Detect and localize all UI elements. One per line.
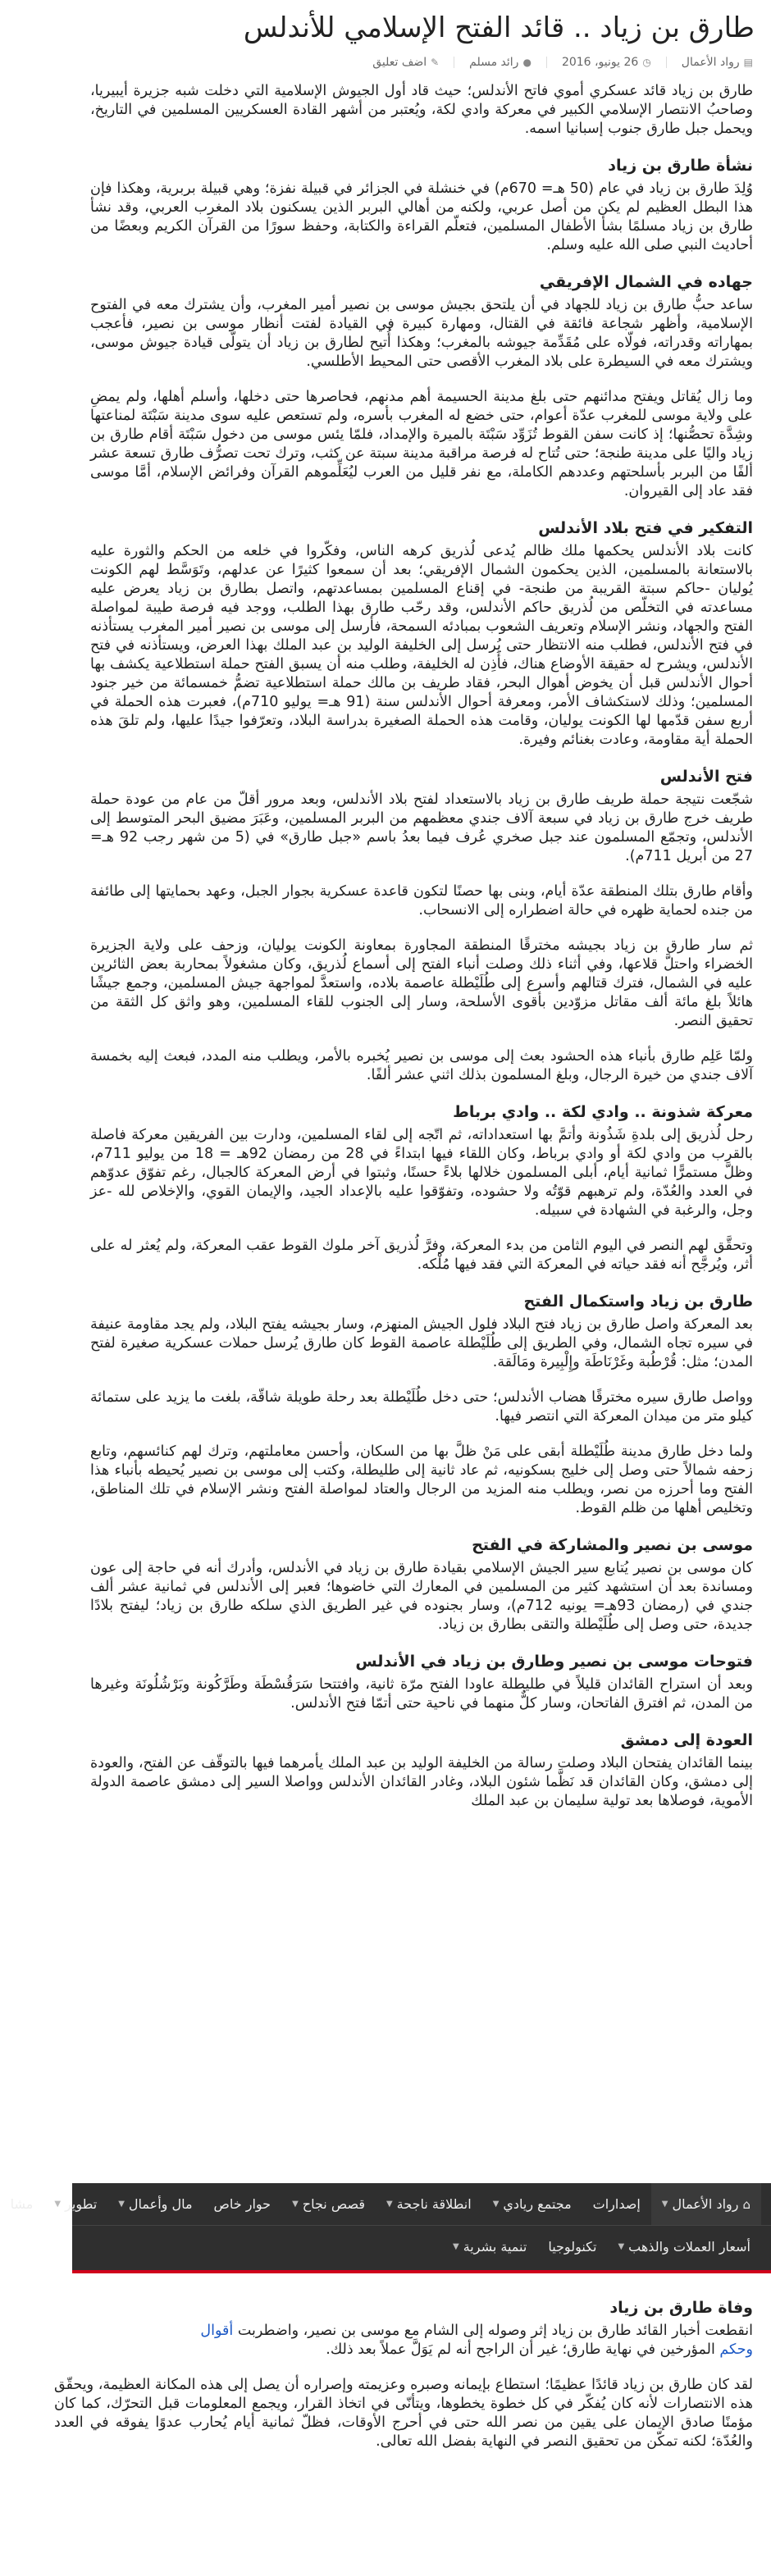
section-heading: وفاة طارق بن زياد: [609, 2299, 753, 2317]
section-heading: التفكير في فتح بلاد الأندلس: [538, 519, 753, 537]
divider: [546, 57, 547, 68]
article-sections: [90, 155, 753, 1811]
clock-icon: ◷: [642, 57, 651, 68]
section-heading: معركة شذونة .. وادي لكة .. وادي برباط: [453, 1103, 753, 1121]
author-link[interactable]: رائد مسلم: [469, 56, 519, 69]
nav-item-label: انطلاقة ناجحة: [396, 2196, 472, 2212]
nav-item[interactable]: [537, 2226, 607, 2268]
paragraph: ساعد حبُّ طارق بن زياد للجهاد في أن يلتحق بجيش موسى بن نصير أمير المغرب، وأن يشترك معه في الفتوح الإسلامية، وأظهر شجاعة فائقة في القتال، ومهارة كبيرة في القيادة لفتت أنظار موسى بن نصير، فأعجب بمهاراته وقدراته، فولّاه على مُقَدِّمة جيوشه بالمغرب؛ وهكذا أُتيح لطارق بن زياد أن يتولّى قيادة جيوش موسى، ويشترك معه في السيطرة على بلاد المغرب الأقصى حتى المحيط الأطلسي.: [90, 297, 753, 370]
paragraph: كان موسى بن نصير يُتابع سير الجيش الإسلامي بقيادة طارق بن زياد في الأندلس، وأدرك أنه في حاجة إلى عون ومساندة بعد أن استشهد كثير من المسلمين في المعارك التي خاضوها؛ فعبر إلى الأندلس في ثمانية عشر ألف جندي في (رمضان 93هـ= يونيه 712م)، وسار بجنوده في غير الطريق الذي سلكه طارق بن زياد؛ ليفتح بلادًا جديدة، حتى وصل إلى طُلَيْطلة والتقى بطارق بن زياد.: [90, 1560, 754, 1633]
paragraph: ثم سار طارق بن زياد بجيشه مخترقًا المنطقة المجاورة بمعاونة الكونت يوليان، وزحف على ولاية الجزيرة الخضراء واحتلَّ قلاعها، وفي أثناء ذلك وصلت أنباء الفتح إلى أسماع لُذريق، وكان مشغولاً بمحاربة بعض الثائرين عليه في الشمال، فترك قتالهم وأسرع إلى طُلَيْطلة عاصمة بلاده، واستعدَّ لمواجهة جيش المسلمين، وجمع جيشًا هائلاً بلغ مائة ألف مقاتل مزوّدين بأقوى الأسلحة، وسار إلى الجنوب للقاء المسلمين، وهو واثق كل الثقة من تحقيق النصر.: [90, 937, 753, 1029]
nav-item-label: تطوير: [65, 2196, 98, 2212]
section-heading: جهاده في الشمال الإفريقي: [539, 273, 753, 291]
paragraph: ولمّا عَلِم طارق بأنباء هذه الحشود بعث إلى موسى بن نصير يُخبره بالأمر، ويطلب منه المدد، فبعث إليه بخمسة آلاف جندي من خيرة الرجال، وبلغ المسلمون بذلك اثني عشر ألفًا.: [90, 1048, 753, 1083]
article-meta: [72, 51, 771, 82]
user-icon: ●: [522, 57, 531, 68]
text: انقطعت أخبار القائد طارق بن زياد إثر وصوله إلى الشام مع موسى بن نصير، واضطربت: [233, 2323, 753, 2339]
comment-icon: ✎: [431, 57, 440, 68]
paragraph: وبعد أن استراح القائدان قليلاً في طليطلة عاودا الفتح مرّة ثانية، وافتتحا سَرَقُسْطَة وطَرَّكُونة وبَرْشُلُونَة وغيرها من المدن، ثم افترق الفاتحان، وسار كلٌّ منهما في ناحية حتى أتمّا فتح الأندلس.: [90, 1676, 753, 1712]
section-heading: موسى بن نصير والمشاركة في الفتح: [472, 1536, 753, 1554]
intro-paragraph: طارق بن زياد قائد عسكري أموي فاتح الأندلس؛ حيث قاد أول الجيوش الإسلامية التي دخلت شبه جزيرة أيبيريا، وصاحبُ الانتصار الإسلامي الكبير في معركة وادي لكة، ويُعتبر من أشهر القادة العسكريين المسلمين في التاريخ، ويحمل جبل طارق جنوب إسبانيا اسمه.: [90, 83, 753, 137]
section-heading: فتوحات موسى بن نصير وطارق بن زياد في الأندلس: [355, 1653, 753, 1671]
nav-item-label: مشا: [10, 2196, 34, 2212]
inline-link[interactable]: وحكم: [719, 2341, 753, 2358]
chevron-down-icon: ▼: [118, 2200, 125, 2209]
nav-item-label: تنمية بشرية: [463, 2239, 527, 2255]
nav-item[interactable]: [582, 2183, 651, 2225]
date-text: 26 يونيو، 2016: [561, 56, 639, 69]
nav-item-label: تكنولوجيا: [548, 2239, 597, 2255]
category-link[interactable]: رواد الأعمال: [681, 56, 740, 69]
main-navigation: [10, 2183, 771, 2273]
nav-item-label: قصص نجاح: [302, 2196, 365, 2212]
nav-item-label: مجتمع ريادي: [503, 2196, 572, 2212]
nav-item[interactable]: [281, 2183, 376, 2225]
nav-item[interactable]: [442, 2226, 537, 2268]
article-body-continued: [36, 2284, 771, 2468]
nav-item[interactable]: [651, 2183, 761, 2225]
meta-date: [562, 56, 651, 69]
nav-item[interactable]: [107, 2183, 203, 2225]
nav-item[interactable]: [43, 2183, 107, 2225]
paragraph: بينما القائدان يفتحان البلاد وصلت رسالة من الخليفة الوليد بن عبد الملك يأمرهما فيها بالتوقّف عن الفتح، والعودة إلى دمشق، وكان القائدان قد نَظَّما شئون البلاد، وغادر القائدان الأندلس وواصلا السير إلى دمشق عاصمة الدولة الأموية، فوصلاها بعد تولية سليمان بن عبد الملك: [90, 1755, 753, 1809]
chevron-down-icon: ▼: [492, 2200, 500, 2209]
paragraph: وما زال يُقاتل ويفتح مدائنهم حتى بلغ مدينة الحسيمة أهم مدنهم، فحاصرها حتى دخلها، وأسلم أهلها، ولم يمضِ على ولاية موسى للمغرب عدّة أعوام، حتى خضع له المغرب بأسره، ولم تستعص عليه سوى مدينة سَبْتَة لمناعتها وشِدَّة تحصُّنها؛ إذ كانت سفن القوط تُزَوِّد سَبْتَة بالميرة والإمداد، فلمّا يئس موسى من دخول سَبْتَة أقام طارق بن زياد واليًا على مدينة طنجة؛ حتى تُتاح له فرصة مراقبة مدينة سبتة عن كثب، وترك تحت تصرُّف طارق تسعة عشر ألفًا من البربر بأسلحتهم وعددهم الكاملة، مع نفر قليل من العرب ليُعَلِّموهم القرآن وفرائض الإسلام، أمَّا موسى فقد عاد إلى القيروان.: [90, 389, 753, 499]
nav-item[interactable]: [203, 2183, 282, 2225]
paragraph: ولما دخل طارق مدينة طُلَيْطلة أبقى على مَنْ ظلَّ بها من السكان، وأحسن معاملتهم، وترك لهم كنائسهم، وتابع زحفه شمالاً حتى وصل إلى خليج بسكونيه، ثم عاد ثانية إلى طليطلة، وكتب إلى موسى بن نصير يُحيطه بأنباء هذا الفتح وما أحرزه من نصر، ويطلب منه المزيد من الرجال والعتاد لمواصلة الفتح ونشر الإسلام في تلك المناطق، وتخليص أهلها من ظلم القوط.: [90, 1443, 753, 1516]
chevron-down-icon: ▼: [54, 2200, 62, 2209]
paragraph: وُلِدَ طارق بن زياد في عام (50 هـ= 670م) في خنشلة في الجزائر في قبيلة نفزة؛ وهي قبيلة بربرية، وهكذا فإن هذا البطل العظيم لم يكن من أصل عربي، ولكنه من أهالي البربر الذين يسكنون بلاد المغرب العربي، وقد نشأ طارق بن زياد مسلمًا بشأ الأطفال المسلمين، فتعلّم القراءة والكتابة، وحفظ سورًا من القرآن الكريم وبعضًا من أحاديث النبي صلى الله عليه وسلم.: [90, 180, 753, 253]
folder-icon: ▤: [743, 57, 753, 68]
paragraph: كانت بلاد الأندلس يحكمها ملك ظالم يُدعى لُذريق كرهه الناس، وفكّروا في خلعه من الحكم والثورة عليه بالاستعانة بالمسلمين، الذين يحكمون الشمال الإفريقي؛ بعد أن سمعوا كثيرًا عن عدلهم، وتَوَسَّط لهم الكونت يُوليان -حاكم سبتة القريبة من طنجة- في إقناع المسلمين بمساعدتهم، واتصل بطارق بن زياد يعرض عليه مساعدته في التخلّص من لُذريق حاكم الأندلس، وقد رحّب طارق بهذا الطلب، ووجد فيه فرصة طيبة لمواصلة الفتح والجهاد، ونشر الإسلام وتعريف الشعوب بمبادئه السمحة، فأرسل إلى موسى بن نصير أمير المغرب يستأذنه في فتح الأندلس، فطلب منه الانتظار حتى يُرسل إلى الخليفة الوليد بن عبد الملك بهذا العرض، ويستأذنه في فتح الأندلس، ويشرح له حقيقة الأوضاع هناك، فأَذِن له الخليفة، وطلب منه أن يسبق الفتح حملة استطلاعية يكشف بها أحوال الأندلس قبل أن يخوض أهوال البحر، فقاد طريف بن مالك حملة استطلاعية تضمُّ خمسمائة من خير جنود المسلمين؛ وذلك لاستكشاف الأمر، ومعرفة أحوال الأندلس سنة (91 هـ= يوليو 710م)، فعبرت هذه الحملة في أربع سفن قدّمها لها الكونت يوليان، وقامت هذه الحملة الصغيرة بدراسة البلاد، وتعرّفوا جيدًا عليها، ولم تلقَ هذه الحملة أية مقاومة، وعادت بغنائم وفيرة.: [90, 543, 753, 748]
text: المؤرخين في نهاية طارق؛ غير أن الراجح أنه لم يَوَلَّ عملاً بعد ذلك.: [326, 2341, 720, 2358]
nav-item-label: رواد الأعمال: [672, 2196, 739, 2212]
paragraph: وواصل طارق سيره مخترقًا هضاب الأندلس؛ حتى دخل طُلَيْطلة بعد رحلة طويلة شاقّة، بلغت ما يزيد على ستمائة كيلو متر من ميدان المعركة التي انتصر فيها.: [90, 1389, 753, 1425]
nav-item[interactable]: [607, 2226, 761, 2268]
paragraph: شجّعت نتيجة حملة طريف طارق بن زياد بالاستعداد لفتح بلاد الأندلس، وبعد مرور أقلّ من عام من عودة حملة طريف خرج طارق بن زياد في سبعة آلاف جندي معظمهم من البربر المسلمين، وعَبَرَ مضيق البحر المتوسط إلى الأندلس، وتجمّع المسلمون عند جبل صخري عُرف فيما بعدُ باسم «جبل طارق» في (5 من شهر رجب 92 هـ= 27 من أبريل 711م).: [90, 791, 753, 864]
section-heading: طارق بن زياد واستكمال الفتح: [523, 1293, 753, 1311]
nav-row-primary: [10, 2183, 771, 2225]
inline-link[interactable]: أقوال: [200, 2323, 234, 2339]
meta-comment[interactable]: [372, 56, 439, 69]
paragraph: وتحقَّق لهم النصر في اليوم الثامن من بدء المعركة، وفرَّ لُذريق آخر ملوك القوط عقب المعركة، ولم يُعثر له على أثر، ويُرجَّح أنه فقد حياته في المعركة التي فقد فيها مُلْكه.: [90, 1238, 753, 1273]
chevron-down-icon: ▼: [386, 2200, 393, 2209]
paragraph: وأقام طارق بتلك المنطقة عدّة أيام، وبنى بها حصنًا لتكون قاعدة عسكرية بجوار الجبل، وعهد بحمايتها إلى طائفة من جنده لحماية ظهره في حالة اضطراره إلى الانسحاب.: [90, 883, 753, 919]
paragraph: لقد كان طارق بن زياد قائدًا عظيمًا؛ استطاع بإيمانه وصبره وعزيمته وإصراره أن يصل إلى هذه المكانة العظيمة، ويحقّق هذه الانتصارات لأنه كان يُفكّر في كل خطوة يخطوها، ويتأنّى في اتخاذ القرار، ويجمع المعلومات قبل التحرّك، كما كان مؤمنًا صادق الإيمان على يقين من نصر الله حتى في أحرج الأوقات، فظلّ ثمانية أيام يُحارب عدوًا يفوقه في العدد والعُدّة؛ لكنه تمكّن من تحقيق النصر في النهاية بفضل الله تعالى.: [54, 2377, 753, 2450]
nav-row-secondary: [72, 2225, 771, 2268]
paragraph: [54, 2322, 753, 2359]
nav-item-label: مال وأعمال: [128, 2196, 193, 2212]
meta-author[interactable]: [469, 56, 531, 69]
divider: [666, 57, 667, 68]
chevron-down-icon: ▼: [618, 2242, 625, 2251]
nav-item-label: إصدارات: [592, 2196, 641, 2212]
section-heading: نشأة طارق بن زياد: [608, 157, 753, 175]
paragraph: رحل لُذريق إلى بلدةِ شَذُونة وأتمَّ بها استعداداته، ثم اتّجه إلى لقاء المسلمين، ودارت بين الفريقين معركة فاصلة بالقرب من وادي لكة أو وادي برباط، وكان اللقاء فيها ابتداءً في 28 من رمضان 92هـ = 18 من يوليو 711م، وظلَّ مستمرًّا ثمانية أيام، أبلى المسلمون خلالها بلاءً حسنًا، وثبتوا في أرض المعركة كالجبال، رغم تفوّق عدوّهم في العدد والعُدّة، ولم ترهبهم قوّتُه ولا حشوده، وتفوّقوا عليه بالإعداد الجيد، والإيمان القوي، والإخلاص لله -عز وجل، والرغبة في الشهادة في سبيله.: [90, 1127, 754, 1219]
nav-item-label: حوار خاص: [213, 2196, 271, 2212]
nav-item[interactable]: [0, 2183, 43, 2225]
meta-category[interactable]: [682, 56, 753, 69]
chevron-down-icon: ▼: [292, 2200, 299, 2209]
section-heading: فتح الأندلس: [659, 768, 753, 786]
nav-item[interactable]: [482, 2183, 582, 2225]
article-title: طارق بن زياد .. قائد الفتح الإسلامي للأندلس: [243, 11, 755, 44]
home-icon: ⌂: [742, 2196, 750, 2212]
nav-item[interactable]: [376, 2183, 482, 2225]
section-heading: العودة إلى دمشق: [620, 1731, 753, 1749]
article-page: [72, 0, 771, 1827]
paragraph: بعد المعركة واصل طارق بن زياد فتح البلاد فلول الجيش المنهزم، وسار بجيشه يفتح البلاد، ولم يجد مقاومة عنيفة في سيره تجاه الشمال، وفي الطريق إلى طُلَيْطلة عاصمة القوط كان طارق يُرسل حملات عسكرية صغيرة لفتح المدن؛ مثل: قُرْطُبة وغَرْنَاطَة وإِلْبِيرة ومَالَقة.: [90, 1316, 753, 1370]
chevron-down-icon: ▼: [661, 2200, 668, 2209]
nav-item-label: أسعار العملات والذهب: [628, 2239, 750, 2255]
article-body: [72, 82, 771, 1811]
add-comment-link[interactable]: اضف تعليق: [372, 56, 427, 69]
chevron-down-icon: ▼: [453, 2242, 459, 2251]
